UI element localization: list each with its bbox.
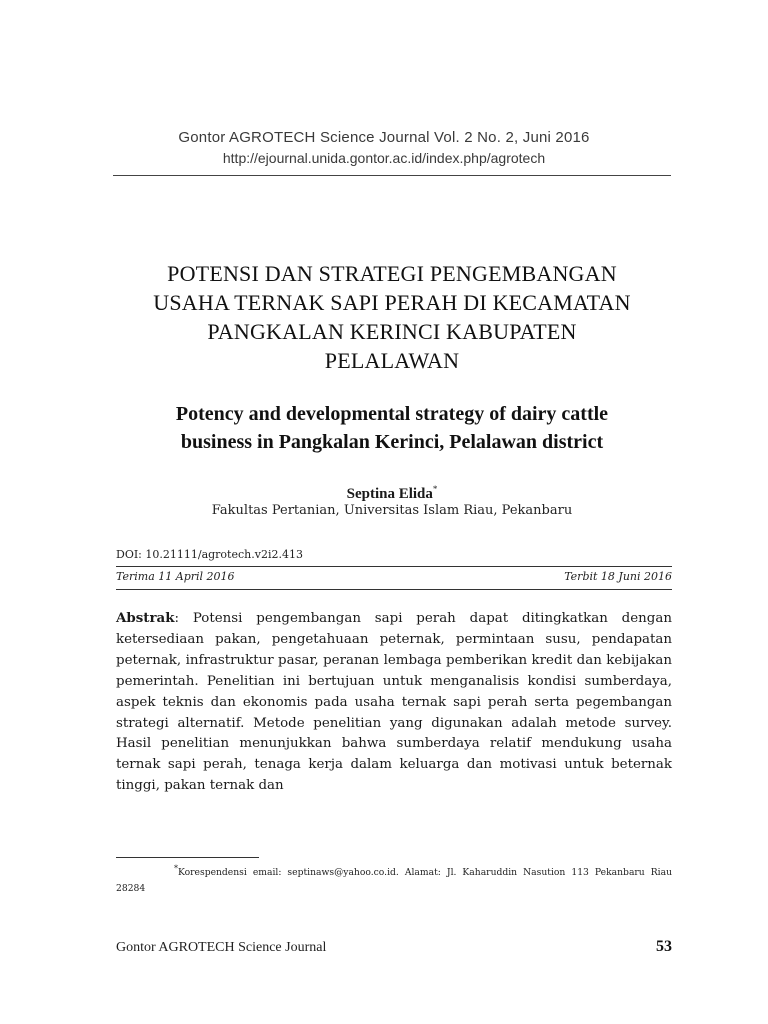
footnote-mark: * — [174, 864, 178, 873]
dates-divider — [116, 589, 672, 590]
page-number: 53 — [656, 938, 672, 955]
journal-header — [0, 128, 768, 168]
journal-url: http://ejournal.unida.gontor.ac.id/index.php/agrotech — [222, 150, 546, 166]
title-indonesian-line: USAHA TERNAK SAPI PERAH DI KECAMATAN — [153, 290, 631, 315]
title-english-line: Potency and developmental strategy of dairy cattle — [175, 403, 609, 425]
author-name-text: Septina Elida — [346, 486, 433, 502]
journal-issue-line: Gontor AGROTECH Science Journal Vol. 2 No. 2, Juni 2016 — [178, 129, 590, 146]
doi: DOI: 10.21111/agrotech.v2i2.413 — [116, 548, 303, 561]
footer-journal-name: Gontor AGROTECH Science Journal — [116, 940, 327, 955]
author-affiliation: Fakultas Pertanian, Universitas Islam Riau, Pekanbaru — [211, 503, 573, 518]
title-english — [96, 400, 688, 456]
doi-divider — [116, 566, 672, 567]
title-indonesian-line: PANGKALAN KERINCI KABUPATEN — [207, 319, 577, 344]
received-date: Terima 11 April 2016 — [116, 570, 235, 583]
abstract — [116, 608, 672, 797]
footnote-divider — [116, 857, 259, 858]
title-indonesian-line: PELALAWAN — [324, 348, 460, 373]
title-indonesian-line: POTENSI DAN STRATEGI PENGEMBANGAN — [167, 261, 617, 286]
abstract-label: Abstrak — [116, 610, 175, 626]
published-date: Terbit 18 Juni 2016 — [564, 570, 672, 583]
title-indonesian — [96, 259, 688, 375]
abstract-text: Potensi pengembangan sapi perah dapat ditingkatkan dengan ketersediaan pakan, pengetahuaan peternak, permintaan susu, pendapatan peternak, infrastruktur pasar, peranan lembaga pemberikan kredit dan kebijakan pemerintah. Penelitian ini bertujuan untuk menganalisis kondisi sumberdaya, aspek teknis dan ekonomis pada usaha ternak sapi perah serta pegembangan strategi alternatif. Metode penelitian yang digunakan adalah metode survey. Hasil penelitian menunjukkan bahwa sumberdaya relatif mendukung usaha ternak sapi perah, tenaga kerja dalam keluarga dan motivasi untuk beternak tinggi, pakan ternak dan — [116, 611, 672, 794]
abstract-separator: : — [174, 611, 180, 626]
author-mark: * — [432, 484, 438, 494]
footnote — [116, 861, 672, 897]
footnote-text: Korespendensi email: septinaws@yahoo.co.id. Alamat: Jl. Kaharuddin Nasution 113 Pekanbaru Riau 28284 — [116, 867, 672, 895]
author-name — [0, 484, 768, 503]
header-divider — [113, 175, 671, 176]
title-english-line: business in Pangkalan Kerinci, Pelalawan district — [180, 431, 604, 453]
